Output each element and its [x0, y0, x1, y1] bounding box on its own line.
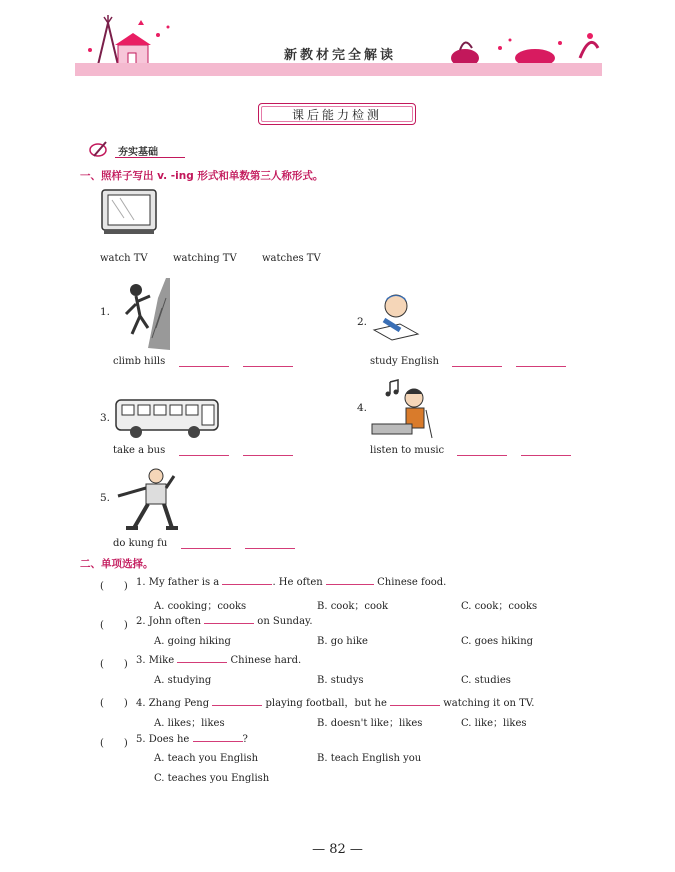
example-third-person: watches TV [262, 253, 321, 264]
header-decoration-left [78, 15, 188, 70]
item-number: 4. [357, 402, 368, 414]
option-a[interactable]: A. studying [154, 675, 212, 686]
section-title: 课后能力检测 [291, 108, 382, 122]
option-c[interactable]: C. teaches you English [154, 773, 270, 784]
question-blank[interactable] [193, 741, 243, 742]
header-decoration-right [440, 28, 605, 68]
answer-blank[interactable] [181, 548, 231, 549]
answer-blank[interactable] [179, 366, 229, 367]
option-c[interactable]: C. studies [461, 675, 511, 686]
option-b[interactable]: B. go hike [317, 636, 368, 647]
answer-blank[interactable] [452, 366, 502, 367]
item-phrase: listen to music [370, 445, 445, 456]
part2-heading: 二、单项选择。 [80, 558, 154, 570]
question-stem: 1. My father is a . He often Chinese food. [136, 577, 447, 588]
header-title: 新教材完全解读 [283, 48, 396, 63]
option-a[interactable]: A. teach you English [154, 753, 259, 764]
answer-blank[interactable] [243, 455, 293, 456]
pencil-ring-icon [88, 138, 110, 160]
item-number: 5. [100, 492, 111, 504]
answer-paren[interactable]: ( ) [100, 738, 128, 749]
option-b[interactable]: B. teach English you [317, 753, 422, 764]
question-blank[interactable] [222, 584, 272, 585]
part1-heading: 一、照样子写出 v. -ing 形式和单数第三人称形式。 [80, 170, 324, 182]
answer-paren[interactable]: ( ) [100, 659, 128, 670]
item-phrase: climb hills [113, 356, 166, 367]
question-stem: 5. Does he ? [136, 734, 248, 745]
subsection-underline [115, 157, 185, 158]
item-number: 1. [100, 306, 111, 318]
climbing-illustration [118, 278, 170, 350]
option-a[interactable]: A. going hiking [154, 636, 231, 647]
question-blank[interactable] [204, 623, 254, 624]
answer-blank[interactable] [457, 455, 507, 456]
item-phrase: study English [370, 356, 439, 367]
tv-illustration [100, 188, 158, 236]
question-blank[interactable] [177, 662, 227, 663]
answer-blank[interactable] [521, 455, 571, 456]
answer-blank[interactable] [243, 366, 293, 367]
option-c[interactable]: C. goes hiking [461, 636, 534, 647]
page-number: — 82 — [312, 842, 363, 857]
item-number: 2. [357, 316, 368, 328]
bus-illustration [114, 396, 220, 440]
question-blank[interactable] [390, 705, 440, 706]
option-b[interactable]: B. cook；cook [317, 601, 389, 612]
answer-blank[interactable] [245, 548, 295, 549]
option-c[interactable]: C. like；likes [461, 718, 527, 729]
option-a[interactable]: A. likes；likes [154, 718, 225, 729]
question-stem: 4. Zhang Peng playing football，but he watching it on TV. [136, 698, 535, 709]
question-blank[interactable] [212, 705, 262, 706]
listening-music-illustration [370, 378, 436, 440]
option-a[interactable]: A. cooking；cooks [154, 601, 247, 612]
kung-fu-illustration [112, 466, 178, 532]
answer-paren[interactable]: ( ) [100, 620, 128, 631]
option-b[interactable]: B. doesn't like；likes [317, 718, 423, 729]
question-stem: 3. Mike Chinese hard. [136, 655, 302, 666]
answer-blank[interactable] [516, 366, 566, 367]
answer-blank[interactable] [179, 455, 229, 456]
item-phrase: take a bus [113, 445, 166, 456]
answer-paren[interactable]: ( ) [100, 698, 128, 709]
subsection-label: 夯实基础 [118, 147, 158, 158]
item-number: 3. [100, 412, 111, 424]
answer-paren[interactable]: ( ) [100, 581, 128, 592]
item-phrase: do kung fu [113, 538, 168, 549]
example-ing-form: watching TV [173, 253, 237, 264]
example-phrase: watch TV [100, 253, 148, 264]
option-b[interactable]: B. studys [317, 675, 364, 686]
header-band [75, 63, 602, 76]
option-c[interactable]: C. cook；cooks [461, 601, 538, 612]
question-blank[interactable] [326, 584, 374, 585]
studying-illustration [370, 290, 422, 342]
question-stem: 2. John often on Sunday. [136, 616, 313, 627]
